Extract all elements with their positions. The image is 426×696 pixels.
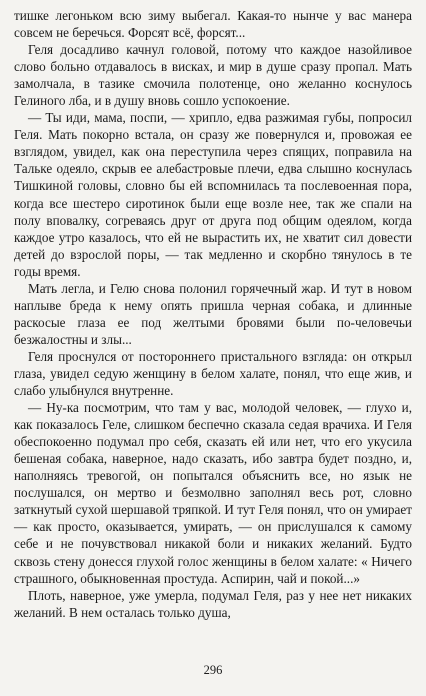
page-number: 296 — [203, 663, 223, 677]
paragraph-2: Геля досадливо качнул головой, потому что каждое назойливое слово больно отдавалось в висках, и мир в душе сразу пропал. Мать замолчала, в тазике смочила полотенце, оно желанно коснулось Гелиного лба, и в душу вновь сошло успокоение. — [14, 42, 412, 109]
paragraph-3: — Ты иди, мама, поспи, — хрипло, едва разжимая губы, попросил Геля. Мать покорно встала, он сразу же повернулся и, провожая ее взглядом, увидел, как она переступила через спящих, поправила на Тальке одеяло, скрыв ее алебастровые плечи, едва слышно коснулась Тишкиной головы, словно бы ей вспомнилась та послевоенная пора, когда все шестеро сиротинок были еще возле нее, так же спали на полу вповалку, согреваясь друг от друга под общим одеялом, когда каждое утро казалось, что ей не вырастить их, не хватит сил довести детей до взрослой поры, — так медленно и скорбно тянулось в те годы время. — [14, 110, 412, 279]
paragraph-1: тишке легоньком всю зиму выбегал. Какая-то нынче у вас манера совсем не беречься. Форсят всё, форсят... — [14, 8, 412, 41]
paragraph-4: Мать легла, и Гелю снова полонил горячечный жар. И тут в новом наплыве бреда к нему опять пришла черная собака, и длинные раскосые глаза ее под желтыми бровями были по-человечьи безжалостны и злы... — [14, 280, 412, 347]
paragraph-5: Геля проснулся от постороннего пристального взгляда: он открыл глаза, увидел седую женщину в белом халате, понял, что еще жив, и слабо улыбнулся внутренне. — [14, 348, 412, 399]
paragraph-6: — Ну-ка посмотрим, что там у вас, молодой человек, — глухо и, как показалось Геле, слишком беспечно сказала седая врачиха. И Геля обеспокоенно подумал про себя, сказать ей или нет, что его укусила бешеная собака, наверное, надо сказать, ибо завтра будет поздно, и, наполняясь тревогой, он попытался объяснить все, но язык не послушался, он мертво и безмолвно заполнял весь рот, словно заткнутый сухой шершавой тряпкой. И тут Геля понял, что он умирает — как просто, оказывается, умирать, — он прислушался к самому себе и не почувствовал никакой боли и никаких желаний. Будто сквозь стену донесся глухой голос женщины в белом халате: « Ничего страшного, обыкновенная простуда. Аспирин, чай и покой...» — [14, 400, 412, 586]
paragraph-7: Плоть, наверное, уже умерла, подумал Геля, раз у нее нет никаких желаний. В нем осталась только душа, — [14, 587, 412, 620]
text-column — [14, 7, 412, 621]
